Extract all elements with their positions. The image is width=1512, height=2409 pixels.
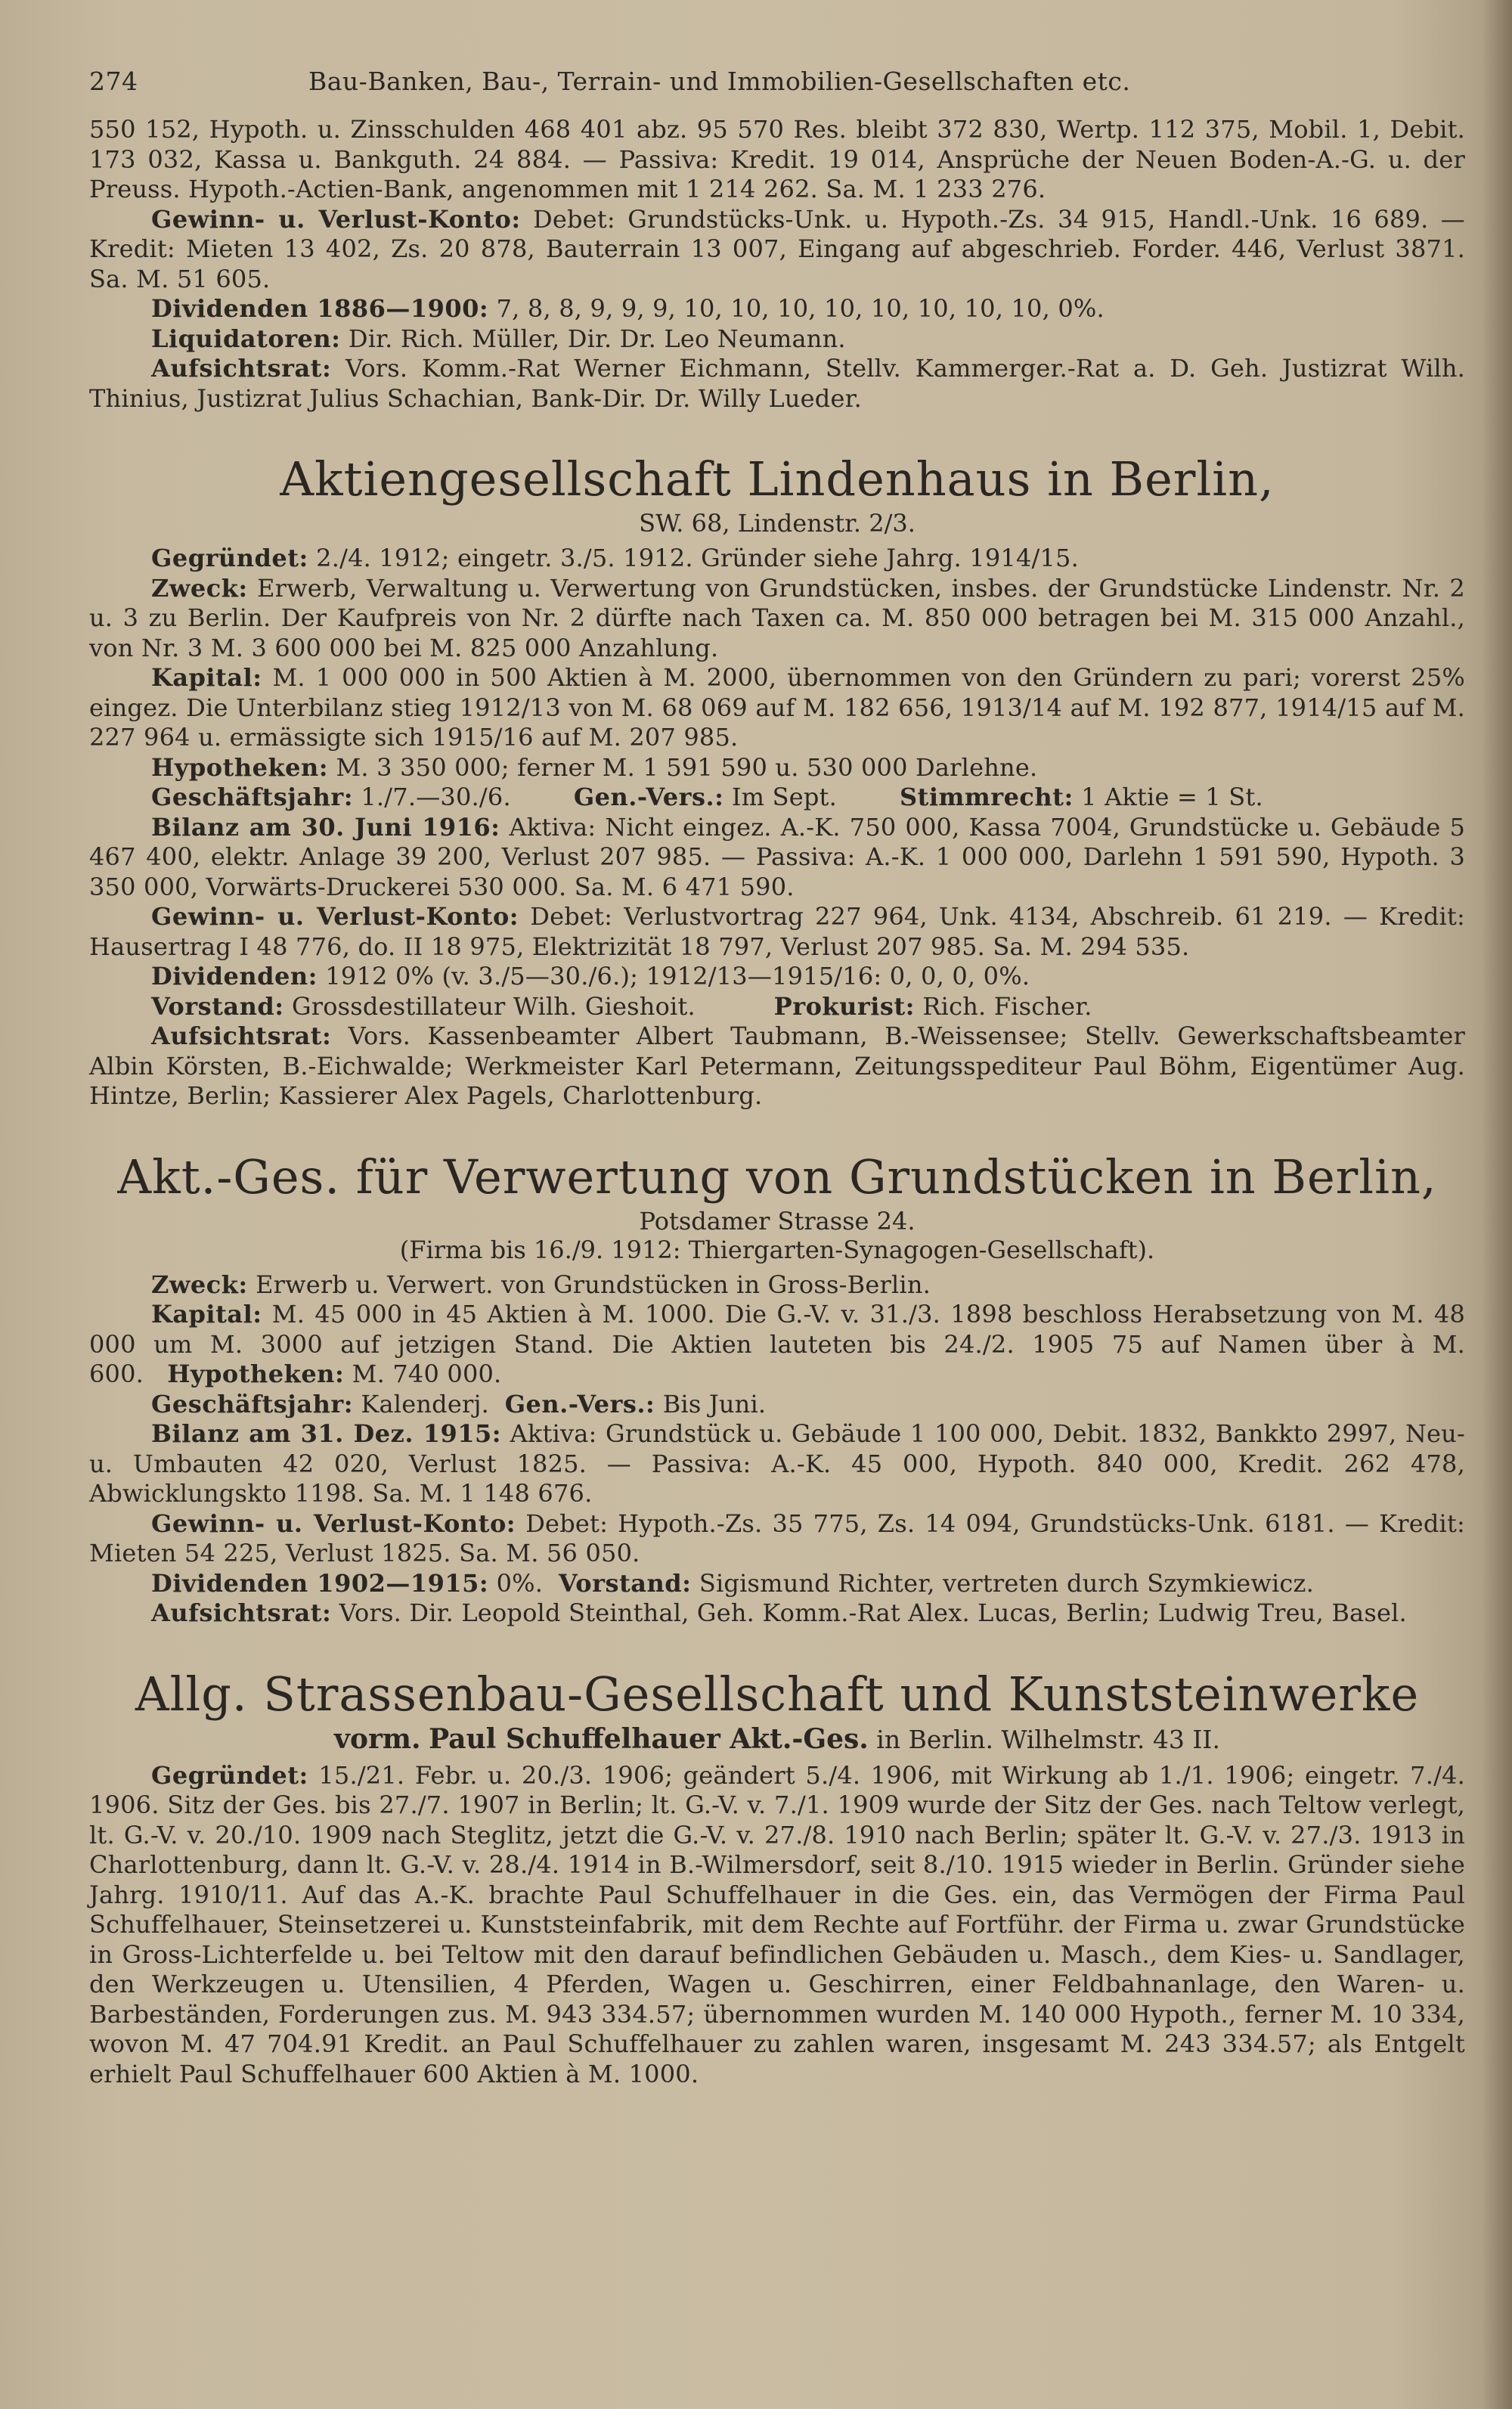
field-value: Vors. Kassenbeamter Albert Taubmann, B.-Weissensee; Stellv. Gewerkschaftsbeamter Albin Körsten, B.-Eichwalde; Werkmeister Karl Petermann, Zeitungsspediteur Paul Böhm, Eigentümer Aug. Hintze, Berlin; Kassierer Alex Pagels, Charlottenburg. (89, 1022, 1465, 1110)
field-label: Liquidatoren: (151, 324, 341, 353)
section-continued-entry (89, 115, 1465, 414)
field-label: Gewinn- u. Verlust-Konto: (151, 1508, 516, 1538)
founded (89, 1761, 1465, 2090)
field-value: M. 45 000 in 45 Aktien à M. 1000. Die G.-V. v. 31./3. 1898 beschloss Herabsetzung von M. 48 000 um M. 3000 auf jetzigen Stand. Die Aktien lauteten bis 24./2. 1905 75 auf Namen über à M. 600. (89, 1300, 1466, 1388)
balance-continued: 550 152, Hypoth. u. Zinsschulden 468 401 abz. 95 570 Res. bleibt 372 830, Wertp. 112 375, Mobil. 1, Debit. 173 032, Kassa u. Bankguth. 24 884. — Passiva: Kredit. 19 014, Ansprüche der Neuen Boden-A.-G. u. der Preuss. Hypoth.-Actien-Bank, angenommen mit 1 214 262. Sa. M. 1 233 276. (89, 115, 1465, 203)
field-value: M. 1 000 000 in 500 Aktien à M. 2000, übernommen von den Gründern zu pari; vorerst 25% eingez. Die Unterbilanz stieg 1912/13 von M. 68 069 auf M. 182 656, 1913/14 auf M. 192 877, 1914/15 auf M. 227 964 u. ermässigte sich 1915/16 auf M. 207 985. (89, 663, 1466, 752)
field-label: Gegründet: (151, 544, 308, 572)
field-label: Gegründet: (151, 1760, 308, 1790)
field-label: Gewinn- u. Verlust-Konto: (151, 902, 519, 931)
former-city: in Berlin. (876, 1724, 993, 1754)
field-value: Debet: Grundstücks-Unk. u. Hypoth.-Zs. 34 915, Handl.-Unk. 16 689. — Kredit: Mieten 13 402, Zs. 20 878, Bauterrain 13 007, Eingang auf abgeschrieb. Forder. 446, Verlust 3871. Sa. M. 51 605. (89, 204, 1465, 293)
field-value: Im Sept. (731, 783, 837, 811)
founded (89, 544, 1465, 574)
dividends (89, 962, 1465, 992)
field-label: Aufsichtsrat: (151, 1598, 332, 1627)
company-address: Wilhelmstr. 43 II. (1001, 1724, 1220, 1754)
company-title: Aktiengesellschaft Lindenhaus in Berlin, (280, 451, 1275, 507)
field-label: Gewinn- u. Verlust-Konto: (151, 204, 521, 234)
purpose (89, 574, 1465, 664)
field-value: Debet: Verlustvortrag 227 964, Unk. 4134, Abschreib. 61 219. — Kredit: Hausertrag I 48 776, do. II 18 975, Elektrizität 18 797, Verlust 207 985. Sa. M. 294 535. (89, 902, 1466, 961)
field-value: Dir. Rich. Müller, Dir. Dr. Leo Neumann. (348, 324, 846, 353)
field-label: Kapital: (151, 663, 262, 692)
company-entry-strassenbau (89, 1665, 1465, 1755)
field-value: Vors. Komm.-Rat Werner Eichmann, Stellv. Kammerger.-Rat a. D. Geh. Justizrat Wilh. Thinius, Justizrat Julius Schachian, Bank-Dir. Dr. Willy Lueder. (89, 354, 1466, 413)
field-value: M. 3 350 000; ferner M. 1 591 590 u. 530 000 Darlehne. (336, 752, 1038, 782)
profit-loss-account (89, 205, 1465, 295)
field-value: Erwerb u. Verwert. von Grundstücken in Gross-Berlin. (256, 1270, 931, 1299)
field-value: 2./4. 1912; eingetr. 3./5. 1912. Gründer siehe Jahrg. 1914/15. (316, 544, 1079, 572)
running-head: Bau-Banken, Bau-, Terrain- und Immobilien-Gesellschaften etc. (308, 67, 1131, 96)
field-value: Rich. Fischer. (922, 991, 1092, 1021)
field-value: Debet: Hypoth.-Zs. 35 775, Zs. 14 094, Grundstücks-Unk. 6181. — Kredit: Mieten 54 225, Verlust 1825. Sa. M. 56 050. (89, 1508, 1466, 1567)
supervisory-board (89, 1022, 1465, 1111)
profit-loss-account (89, 902, 1465, 962)
field-label: Hypotheken: (151, 752, 329, 782)
field-label: Aufsichtsrat: (151, 1022, 332, 1050)
field-label: Gen.-Vers.: (504, 1389, 655, 1418)
company-address: SW. 68, Lindenstr. 2/3. (639, 509, 916, 538)
field-label: Vorstand: (151, 991, 284, 1021)
former-prefix: vorm. (334, 1722, 421, 1755)
field-value: Grossdestillateur Wilh. Gieshoit. (291, 991, 696, 1021)
mortgages (89, 753, 1465, 783)
balance-sheet (89, 1419, 1465, 1509)
former-name: Paul Schuffelhauer Akt.-Ges. (429, 1722, 869, 1755)
dividends (89, 294, 1465, 324)
field-value: Kalenderj. (361, 1389, 489, 1418)
profit-loss-account (89, 1509, 1465, 1569)
field-value: M. 740 000. (352, 1360, 502, 1388)
field-label: Gen.-Vers.: (573, 783, 724, 811)
field-value: Bis Juni. (662, 1389, 767, 1418)
field-label: Dividenden 1902—1915: (151, 1568, 489, 1598)
company-address: Potsdamer Strasse 24. (639, 1206, 916, 1236)
field-value: Erwerb, Verwaltung u. Verwertung von Grundstücken, insbes. der Grundstücke Lindenstr. Nr. 2 u. 3 zu Berlin. Der Kaufpreis von Nr. 2 dürfte nach Taxen ca. M. 850 000 betragen bei M. 315 000 Anzahl., von Nr. 3 M. 3 600 000 bei M. 825 000 Anzahlung. (89, 573, 1465, 662)
field-label: Prokurist: (773, 991, 915, 1021)
field-value: 1912 0% (v. 3./5—30./6.); 1912/13—1915/16: 0, 0, 0, 0%. (325, 962, 1030, 991)
page-number: 274 (89, 67, 138, 96)
field-label: Dividenden 1886—1900: (151, 294, 489, 323)
company-title: Allg. Strassenbau-Gesellschaft und Kunststeinwerke (135, 1666, 1420, 1722)
board-line (89, 992, 1465, 1022)
field-label: Geschäftsjahr: (151, 1389, 353, 1418)
field-label: Kapital: (151, 1300, 262, 1329)
fiscal-year-line (89, 783, 1465, 813)
field-label: Zweck: (151, 573, 248, 603)
dividends-board-line (89, 1569, 1465, 1599)
field-label: Zweck: (151, 1270, 248, 1299)
page-content (89, 45, 1465, 2089)
capital (89, 1300, 1465, 1390)
field-value: 1 Aktie = 1 St. (1081, 783, 1263, 811)
field-value: Aktiva: Nicht eingez. A.-K. 750 000, Kassa 7004, Grundstücke u. Gebäude 5 467 400, elektr. Anlage 39 200, Verlust 207 985. — Passiva: A.-K. 1 000 000, Darlehn 1 591 590, Hypoth. 3 350 000, Vorwärts-Druckerei 530 000. Sa. M. 6 471 590. (89, 812, 1466, 901)
field-label: Bilanz am 31. Dez. 1915: (151, 1419, 502, 1448)
field-label: Geschäftsjahr: (151, 783, 353, 811)
company-title: Akt.-Ges. für Verwertung von Grundstücken in Berlin, (117, 1149, 1437, 1204)
company-entry-lindenhaus (89, 450, 1465, 538)
former-firm-name: (Firma bis 16./9. 1912: Thiergarten-Synagogen-Gesellschaft). (399, 1235, 1155, 1264)
field-label: Hypotheken: (167, 1360, 345, 1388)
field-value: 7, 8, 8, 9, 9, 9, 10, 10, 10, 10, 10, 10, 10, 10, 0%. (496, 294, 1105, 323)
supervisory-board (89, 1598, 1465, 1629)
purpose (89, 1270, 1465, 1301)
field-label: Dividenden: (151, 962, 318, 991)
field-label: Stimmrecht: (899, 783, 1074, 811)
liquidators (89, 324, 1465, 355)
company-entry-verwertung (89, 1148, 1465, 1264)
capital (89, 663, 1465, 753)
fiscal-year-line (89, 1390, 1465, 1420)
field-value: 15./21. Febr. u. 20./3. 1906; geändert 5./4. 1906, mit Wirkung ab 1./1. 1906; eingetr. 7./4. 1906. Sitz der Ges. bis 27./7. 1907 in Berlin; lt. G.-V. v. 7./1. 1909 wurde der Sitz der Ges. nach Teltow verlegt, lt. G.-V. v. 20./10. 1909 nach Steglitz, jetzt die G.-V. v. 27./8. 1910 nach Berlin; später lt. G.-V. v. 27./3. 1913 in Charlottenburg, dann lt. G.-V. v. 28./4. 1914 in B.-Wilmersdorf, seit 8./10. 1915 wieder in Berlin. Gründer siehe Jahrg. 1910/11. Auf das A.-K. brachte Paul Schuffelhauer in die Ges. ein, das Vermögen der Firma Paul Schuffelhauer, Steinsetzerei u. Kunststeinfabrik, mit dem Rechte auf Fortführ. der Firma u. zwar Grundstücke in Gross-Lichterfelde u. bei Teltow mit den darauf befindlichen Gebäuden u. Masch., dem Kies- u. Sandlager, den Werkzeugen u. Utensilien, 4 Pferden, Wagen u. Geschirren, einer Feldbahnanlage, den Waren- u. Barbeständen, Forderungen zus. M. 943 334.57; übernommen wurden M. 140 000 Hypoth., ferner M. 10 334, wovon M. 47 704.91 Kredit. an Paul Schuffelhauer zu zahlen waren, insgesamt M. 243 334.57; als Entgelt erhielt Paul Schuffelhauer 600 Aktien à M. 1000. (89, 1760, 1466, 2088)
field-value: Aktiva: Grundstück u. Gebäude 1 100 000, Debit. 1832, Bankkto 2997, Neu- u. Umbauten 42 020, Verlust 1825. — Passiva: A.-K. 45 000, Hypoth. 840 000, Kredit. 262 478, Abwicklungskto 1198. Sa. M. 1 148 676. (89, 1419, 1465, 1508)
field-label: Aufsichtsrat: (151, 354, 332, 383)
page-spine-shadow (1482, 0, 1512, 2409)
field-value: Vors. Dir. Leopold Steinthal, Geh. Komm.-Rat Alex. Lucas, Berlin; Ludwig Treu, Basel. (339, 1598, 1407, 1627)
supervisory-board (89, 354, 1465, 414)
field-label: Vorstand: (558, 1568, 692, 1598)
field-label: Bilanz am 30. Juni 1916: (151, 812, 500, 842)
page-header (89, 45, 1465, 98)
field-value: Sigismund Richter, vertreten durch Szymkiewicz. (699, 1568, 1314, 1598)
balance-sheet (89, 813, 1465, 903)
field-value: 0%. (496, 1568, 544, 1598)
field-value: 1./7.—30./6. (361, 783, 511, 811)
former-firm-line (89, 1724, 1465, 1755)
